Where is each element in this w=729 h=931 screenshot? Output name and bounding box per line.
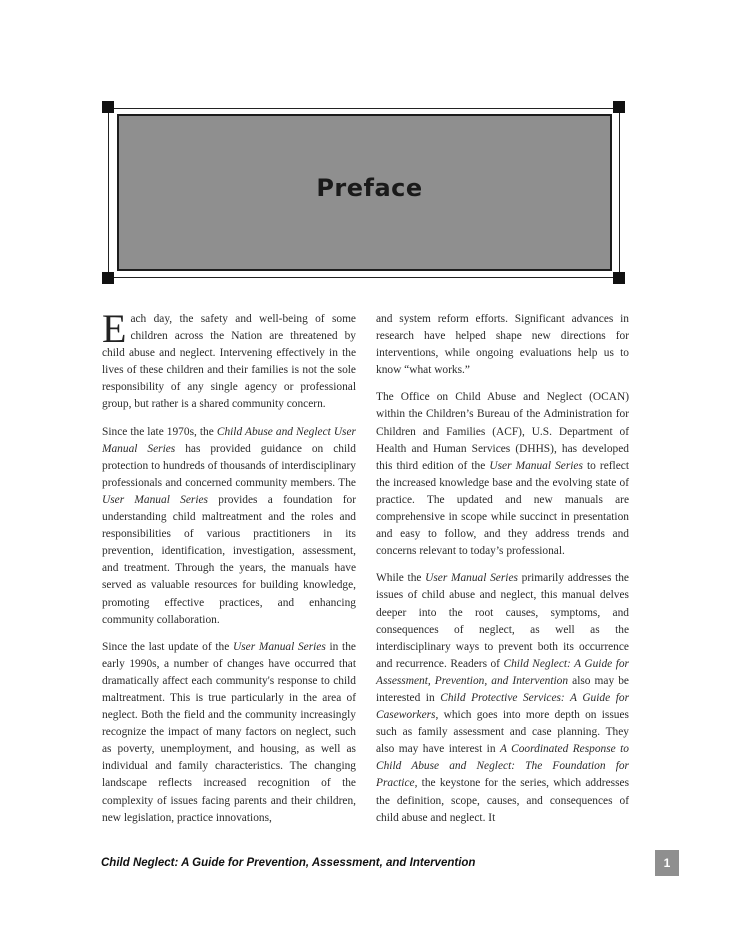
page-number: 1: [655, 850, 679, 876]
right-paragraph-1: and system reform efforts. Significant advances in research have helped shape new directions for interventions, while ongoing evaluations help us to know “what works.”: [376, 313, 629, 377]
frame-corner-bottom-left: [102, 272, 114, 284]
series-title: User Manual Series: [489, 459, 583, 472]
drop-cap: E: [102, 306, 127, 351]
series-title: User Manual Series: [425, 572, 518, 585]
series-title: Child Abuse and Neglect User Manual Series: [102, 425, 356, 455]
title-banner: [117, 114, 612, 271]
book-title: Child Protective Services: A Guide for Caseworkers: [376, 691, 629, 722]
left-paragraph-3: Since the last update of the User Manual Series in the early 1990s, a number of changes have occurred that dramatically affect each community's response to child maltreatment. This is true particularly in the area of neglect. Both the field and the community increasingly recognize the impact of many factors on neglect, such as poverty, unemployment, and housing, as well as individual and family characteristics. The changing landscape reflects increased recognition of the complexity of issues facing parents and their children, new legislation, practice innovations,: [102, 640, 356, 824]
frame-bottom-line: [105, 277, 620, 278]
right-column: [376, 311, 629, 837]
left-paragraph-2: Since the late 1970s, the Child Abuse and Neglect User Manual Series has provided guidance on child protection to hundreds of thousands of interdisciplinary professionals and concerned community members. The User Manual Series provides a foundation for understanding child maltreatment and the roles and responsibilities of various practitioners in its prevention, identification, investigation, assessment, and treatment. Through the years, the manuals have served as valuable resources for building knowledge, promoting effective practices, and enhancing community collaboration.: [102, 425, 356, 626]
footer-title: Child Neglect: A Guide for Prevention, Assessment, and Intervention: [101, 857, 476, 869]
frame-corner-top-left: [102, 101, 114, 113]
series-title: User Manual Series: [102, 493, 208, 506]
left-paragraph-1: Each day, the safety and well-being of some children across the Nation are threatened by child abuse and neglect. Intervening effectively in the lives of these children and their families is not the sole responsibility of any single agency or professional group, but rather is a shared community concern.: [102, 306, 356, 411]
frame-left-line: [108, 105, 109, 280]
book-title: Child Neglect: A Guide for Assessment, Prevention, and Intervention: [376, 657, 629, 687]
right-paragraph-2: The Office on Child Abuse and Neglect (OCAN) within the Children’s Bureau of the Administration for Children and Families (ACF), U.S. Department of Health and Human Services (DHHS), has developed this third edition of the User Manual Series to reflect the increased knowledge base and the evolving state of practice. The updated and new manuals are comprehensive in scope while succinct in presentation and easy to follow, and they address trends and concerns relevant to today’s professional.: [376, 391, 630, 558]
frame-corner-top-right: [613, 101, 625, 113]
right-paragraph-3: While the User Manual Series primarily addresses the issues of child abuse and neglect, this manual delves deeper into the root causes, symptoms, and consequences of neglect, as well as the interdisciplinary ways to prevent both its occurrence and recurrence. Readers of Child Neglect: A Guide for Assessment, Prevention, and Intervention also may be interested in Child Protective Services: A Guide for Caseworkers, which goes into more depth on issues such as family assessment and case planning. They also may have interest in A Coordinated Response to Child Abuse and Neglect: The Foundation for Practice, the keystone for the series, which addresses the definition, scope, causes, and consequences of child abuse and neglect. It: [376, 572, 630, 824]
frame-top-line: [105, 108, 620, 109]
page-title: Preface: [316, 174, 423, 202]
frame-right-line: [619, 105, 620, 280]
series-title: User Manual Series: [232, 640, 326, 653]
frame-corner-bottom-right: [613, 272, 625, 284]
book-title: A Coordinated Response to Child Abuse and Neglect: The Foundation for Practice: [376, 743, 630, 790]
left-column: [102, 306, 356, 837]
